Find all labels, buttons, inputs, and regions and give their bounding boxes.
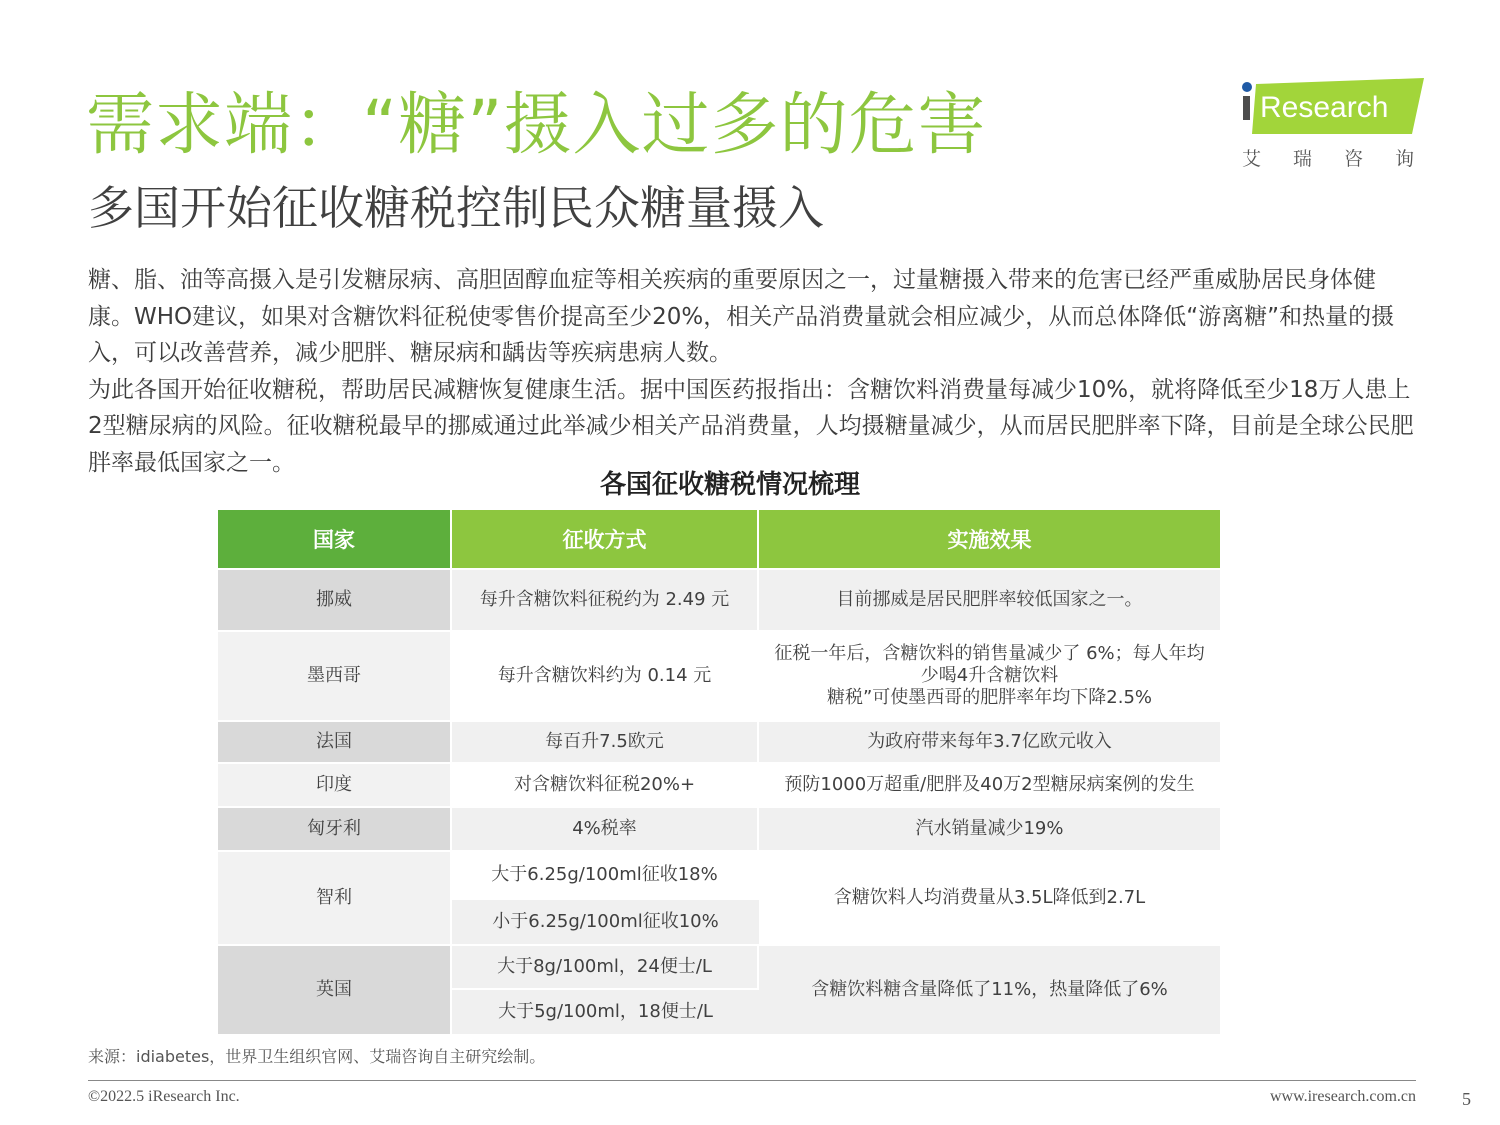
effect-cell: 含糖饮料糖含量降低了11%，热量降低了6% bbox=[759, 944, 1220, 1034]
table-row bbox=[218, 944, 1220, 988]
logo-i-icon bbox=[1243, 96, 1250, 120]
sugar-tax-table bbox=[218, 510, 1220, 1034]
effect-line: 征税一年后，含糖饮料的销售量减少了 6%；每人年均 bbox=[774, 643, 1205, 664]
page-number: 5 bbox=[1462, 1089, 1471, 1109]
method-cell: 4%税率 bbox=[452, 806, 759, 850]
method-cell: 大于5g/100ml，18便士/L bbox=[452, 988, 759, 1034]
effect-line: 糖税”可使墨西哥的肥胖率年均下降2.5% bbox=[826, 687, 1153, 708]
effect-line: 少喝4升含糖饮料 bbox=[920, 665, 1059, 686]
logo-chinese-text: 艾瑞咨询 bbox=[1242, 148, 1447, 170]
country-cell: 匈牙利 bbox=[218, 806, 452, 850]
table-row bbox=[218, 568, 1220, 630]
country-cell: 智利 bbox=[218, 850, 452, 944]
method-cell: 小于6.25g/100ml征收10% bbox=[452, 898, 759, 944]
logo-dot-icon bbox=[1242, 82, 1252, 92]
logo-brand-text: Research bbox=[1260, 91, 1389, 124]
table-title: 各国征收糖税情况梳理 bbox=[599, 470, 860, 500]
country-cell: 墨西哥 bbox=[218, 630, 452, 720]
table-row bbox=[218, 806, 1220, 850]
body-paragraph-1: 糖、脂、油等高摄入是引发糖尿病、高胆固醇血症等相关疾病的重要原因之一，过量糖摄入带来的危害已经严重威胁居民身体健康。WHO建议，如果对含糖饮料征税使零售价提高至少20%，相关产品消费量就会相应减少，从而总体降低“游离糖”和热量的摄入，可以改善营养，减少肥胖、糖尿病和龋齿等疾病患病人数。 bbox=[88, 267, 1395, 367]
body-paragraph-2: 为此各国开始征收糖税，帮助居民减糖恢复健康生活。据中国医药报指出：含糖饮料消费量每减少10%，就将降低至少18万人患上2型糖尿病的风险。征收糖税最早的挪威通过此举减少相关产品消费量，人均摄糖量减少，从而居民肥胖率下降，目前是全球公民肥胖率最低国家之一。 bbox=[88, 376, 1414, 476]
footer-divider bbox=[88, 1080, 1416, 1081]
country-cell: 挪威 bbox=[218, 568, 452, 630]
method-cell: 每升含糖饮料约为 0.14 元 bbox=[452, 630, 759, 720]
method-cell: 大于8g/100ml，24便士/L bbox=[452, 944, 759, 988]
effect-cell: 为政府带来每年3.7亿欧元收入 bbox=[759, 720, 1220, 762]
effect-cell: 汽水销量减少19% bbox=[759, 806, 1220, 850]
page-title: 需求端：“糖”摄入过多的危害 bbox=[86, 86, 987, 165]
table-row bbox=[218, 850, 1220, 898]
iresearch-logo bbox=[1238, 78, 1447, 170]
table-row bbox=[218, 630, 1220, 720]
header-method: 征收方式 bbox=[452, 510, 759, 568]
header-effect: 实施效果 bbox=[759, 510, 1220, 568]
effect-cell: 含糖饮料人均消费量从3.5L降低到2.7L bbox=[759, 850, 1220, 944]
country-cell: 法国 bbox=[218, 720, 452, 762]
effect-cell: 目前挪威是居民肥胖率较低国家之一。 bbox=[759, 568, 1220, 630]
copyright: ©2022.5 iResearch Inc. bbox=[88, 1088, 240, 1105]
table-header-row bbox=[218, 510, 1220, 568]
page-subtitle: 多国开始征收糖税控制民众糖量摄入 bbox=[88, 181, 824, 235]
header-country: 国家 bbox=[218, 510, 452, 568]
method-cell: 每升含糖饮料征税约为 2.49 元 bbox=[452, 568, 759, 630]
effect-cell: 预防1000万超重/肥胖及40万2型糖尿病案例的发生 bbox=[759, 762, 1220, 806]
method-cell: 每百升7.5欧元 bbox=[452, 720, 759, 762]
country-cell: 印度 bbox=[218, 762, 452, 806]
country-cell: 英国 bbox=[218, 944, 452, 1034]
source-note: 来源：idiabetes，世界卫生组织官网、艾瑞咨询自主研究绘制。 bbox=[88, 1047, 546, 1066]
website-link[interactable]: www.iresearch.com.cn bbox=[1269, 1088, 1416, 1105]
method-cell: 对含糖饮料征税20%+ bbox=[452, 762, 759, 806]
table-row bbox=[218, 720, 1220, 762]
effect-cell bbox=[759, 630, 1220, 720]
method-cell: 大于6.25g/100ml征收18% bbox=[452, 850, 759, 898]
body-text bbox=[88, 262, 1418, 482]
table-row bbox=[218, 762, 1220, 806]
